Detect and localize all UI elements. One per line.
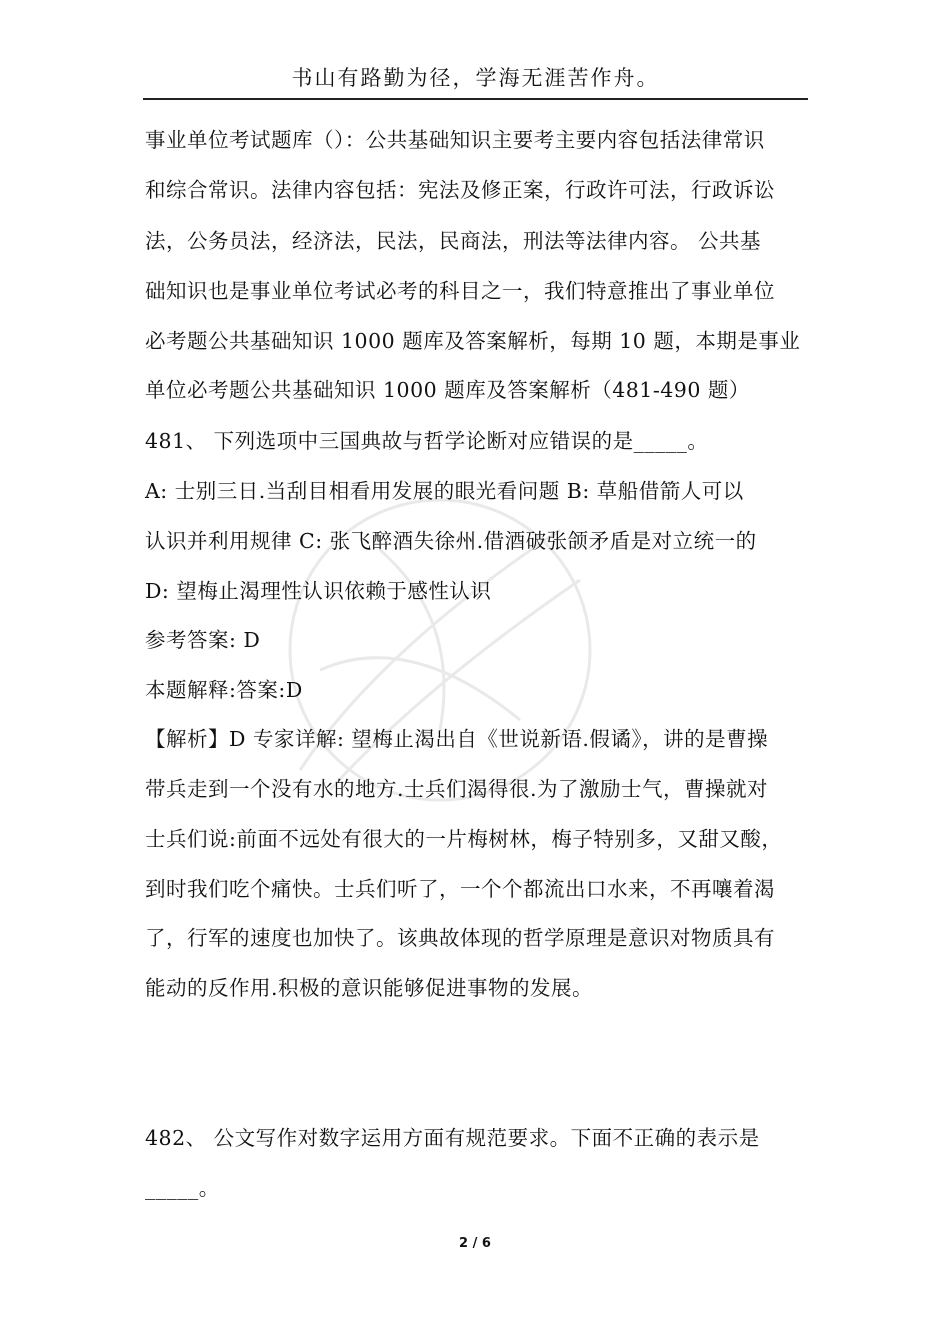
option-line-1: A: 士别三日.当刮目相看用发展的眼光看问题 B: 草船借箭人可以 [145, 479, 744, 503]
question-481: 481、 下列选项中三国典故与哲学论断对应错误的是_____。 [145, 429, 709, 453]
analysis-line-3: 士兵们说:前面不远处有很大的一片梅树林，梅子特别多，又甜又酸， [145, 827, 783, 851]
intro-line-4: 础知识也是事业单位考试必考的科目之一，我们特意推出了事业单位 [145, 279, 775, 303]
intro-line-2: 和综合常识。法律内容包括：宪法及修正案，行政许可法，行政诉讼 [145, 178, 775, 202]
analysis-line-1: 【解析】D 专家详解: 望梅止渴出自《世说新语.假谲》，讲的是曹操 [145, 727, 769, 751]
intro-line-5: 必考题公共基础知识 1000 题库及答案解析，每期 10 题，本期是事业 [145, 329, 801, 353]
intro-line-1: 事业单位考试题库（）：公共基础知识主要考主要内容包括法律常识 [145, 128, 765, 152]
analysis-line-5: 了，行军的速度也加快了。该典故体现的哲学原理是意识对物质具有 [145, 926, 775, 950]
option-line-3: D: 望梅止渴理性认识依赖于感性认识 [145, 579, 492, 603]
question-482: 482、 公文写作对数字运用方面有规范要求。下面不正确的表示是 [145, 1126, 760, 1150]
question-482-blank: _____。 [145, 1176, 220, 1200]
option-line-2: 认识并利用规律 C: 张飞醉酒失徐州.借酒破张颌矛盾是对立统一的 [145, 529, 757, 553]
analysis-line-6: 能动的反作用.积极的意识能够促进事物的发展。 [145, 976, 594, 1000]
analysis-line-4: 到时我们吃个痛快。士兵们听了，一个个都流出口水来，不再嚷着渴 [145, 877, 775, 901]
analysis-line-2: 带兵走到一个没有水的地方.士兵们渴得很.为了激励士气，曹操就对 [145, 777, 769, 801]
header-rule [143, 98, 808, 100]
intro-line-6: 单位必考题公共基础知识 1000 题库及答案解析（481-490 题） [145, 378, 750, 402]
explanation-label: 本题解释:答案:D [145, 678, 303, 702]
page-number: 2 / 6 [459, 1236, 491, 1251]
intro-line-3: 法，公务员法，经济法，民法，民商法，刑法等法律内容。 公共基 [145, 229, 762, 253]
header-motto: 书山有路勤为径，学海无涯苦作舟。 [291, 66, 660, 90]
reference-answer: 参考答案: D [145, 628, 261, 652]
